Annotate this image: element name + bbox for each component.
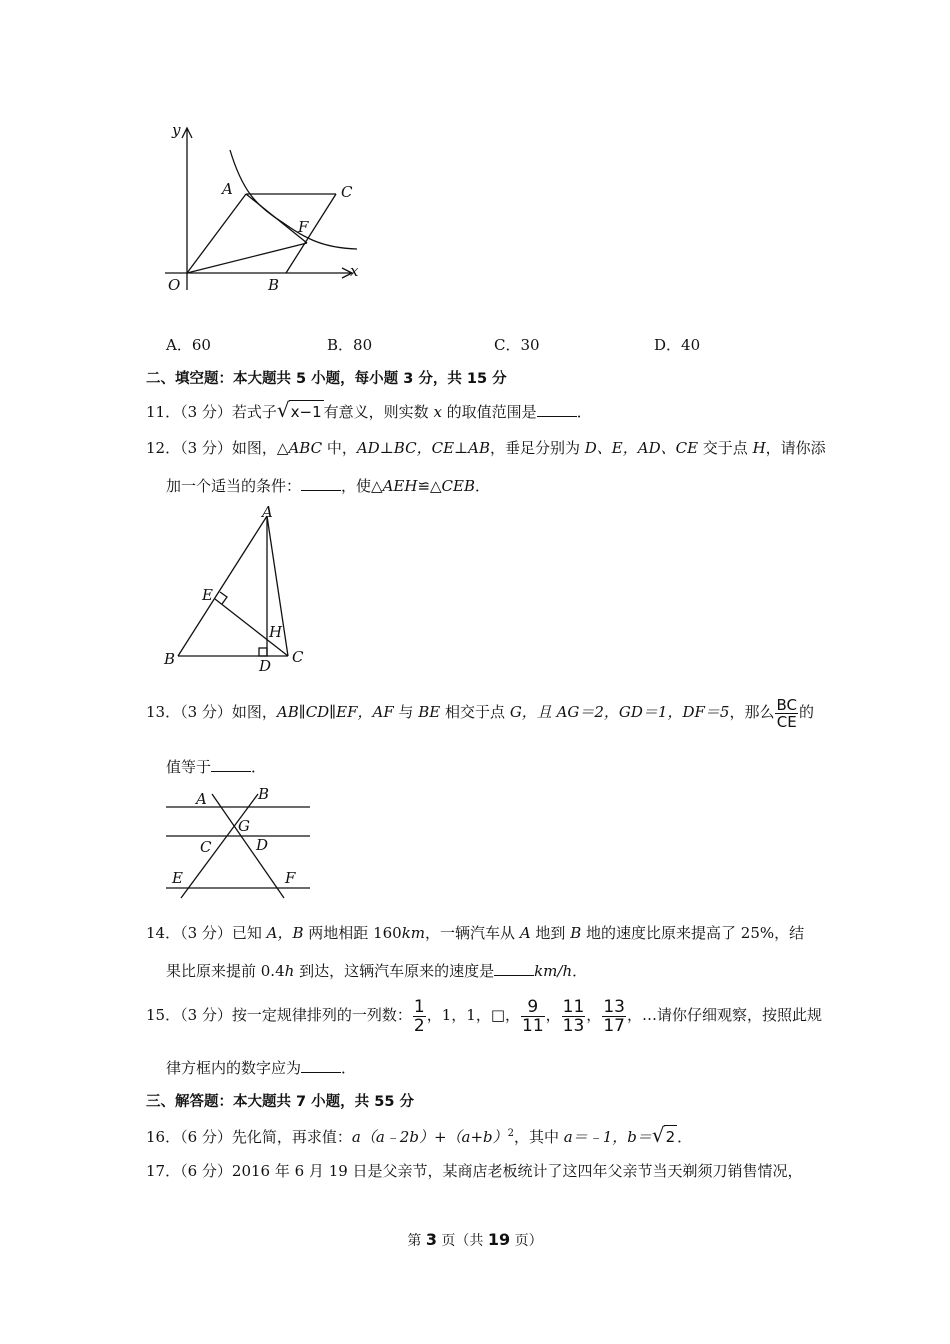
- label-y: y: [172, 121, 181, 139]
- q14-l1-B: B: [570, 924, 582, 942]
- q12-l2-mid: ，使△: [341, 477, 383, 495]
- q13-fraction: [775, 697, 798, 730]
- q13-l1-be: BE: [418, 703, 441, 721]
- question-14-line-1: [146, 922, 804, 944]
- question-11: [146, 399, 592, 423]
- label-B: B: [258, 785, 270, 803]
- q15-f1-den: 2: [413, 1015, 425, 1036]
- label-F: F: [285, 869, 296, 887]
- q12-l1-pre: 12．（3 分）如图，△: [146, 439, 289, 457]
- q15-fraction-4: [602, 998, 626, 1035]
- label-G: G: [238, 817, 250, 835]
- q16-sup: 2: [507, 1128, 514, 1139]
- label-A: A: [222, 180, 233, 198]
- q16-radicand: 2: [664, 1125, 678, 1148]
- label-x: x: [350, 262, 359, 280]
- segment-OA: [187, 194, 246, 273]
- q15-comma-1: ，: [545, 1006, 561, 1024]
- figure-q10: [160, 118, 370, 298]
- q12-l2-aeh: AEH: [382, 477, 418, 495]
- question-12-line-1: [146, 437, 826, 459]
- q10-option-d: D．40: [654, 336, 701, 354]
- q11-answer-blank[interactable]: [537, 400, 577, 417]
- q14-l1-b: 两地相距 160: [303, 924, 402, 942]
- label-E: E: [172, 869, 183, 887]
- q14-l2-h: h: [284, 962, 295, 980]
- q15-l1-end: ，…请你仔细观察，按照此规: [626, 1006, 822, 1024]
- footer-page-number: 3: [425, 1230, 437, 1249]
- segment-AF: [212, 794, 284, 898]
- label-O: O: [168, 276, 181, 294]
- question-13-line-1: [146, 692, 814, 732]
- segment-CB: [286, 194, 336, 273]
- right-angle-e: [220, 592, 227, 604]
- q16-expr: a（a﹣2b）+（a+b）: [351, 1128, 508, 1146]
- q16-end: ．: [677, 1128, 693, 1146]
- q12-l1-abc: ABC: [288, 439, 323, 457]
- q15-f4-num: 13: [603, 996, 625, 1017]
- q13-l2-pre: 值等于: [166, 758, 212, 776]
- label-E: E: [202, 586, 213, 604]
- q15-fraction-1: [413, 998, 426, 1035]
- question-17: 17．（6 分）2016 年 6 月 19 日是父亲节，某商店老板统计了这四年父亲节当天剃须刀销售情况，: [146, 1162, 803, 1180]
- label-D: D: [259, 657, 272, 672]
- q15-l1-pre: 15．（3 分）按一定规律排列的一列数：: [146, 1006, 412, 1024]
- q14-l1-a: 14．（3 分）已知: [146, 924, 267, 942]
- q11-end: ．: [576, 403, 592, 421]
- question-16: [146, 1123, 692, 1148]
- label-C: C: [292, 648, 304, 666]
- q14-l2-b: 到达，这辆汽车原来的速度是: [294, 962, 495, 980]
- label-H: H: [269, 623, 283, 641]
- q12-l1-feet: D、E，AD、CE: [584, 439, 699, 457]
- q11-post: 的取值范围是: [441, 403, 537, 421]
- footer-pre: 第: [407, 1233, 426, 1249]
- q12-l1-h: H: [752, 439, 766, 457]
- question-15-line-2: [166, 1056, 356, 1079]
- q15-fraction-2: [521, 998, 545, 1035]
- sqrt-sign: √: [651, 1123, 665, 1147]
- q13-frac-den: CE: [776, 712, 797, 731]
- q15-f3-den: 13: [562, 1015, 585, 1036]
- q13-frac-num: BC: [776, 695, 797, 714]
- q15-l2-end: ．: [341, 1059, 357, 1077]
- q14-l2-a: 果比原来提前 0.4: [166, 962, 285, 980]
- q15-f2-num: 9: [521, 998, 545, 1017]
- question-15-line-1: [146, 994, 822, 1036]
- label-A: A: [262, 503, 273, 521]
- q12-l1-post: ，垂足分别为: [489, 439, 585, 457]
- label-F: F: [298, 218, 309, 236]
- label-C: C: [341, 183, 353, 201]
- q13-l1-end: 的: [799, 703, 815, 721]
- question-14-line-2: [166, 959, 587, 982]
- q12-l1-end: ，请你添: [765, 439, 826, 457]
- figure-q12: [160, 502, 310, 672]
- q15-answer-blank[interactable]: [301, 1056, 341, 1073]
- q15-f1-num: 1: [413, 996, 425, 1017]
- segment-AB: [178, 516, 267, 656]
- q14-l1-ab: A，B: [266, 924, 304, 942]
- q12-l1-cond: AD⊥BC，CE⊥AB: [356, 439, 490, 457]
- q16-mid: ，其中: [514, 1128, 564, 1146]
- q13-answer-blank[interactable]: [211, 755, 251, 772]
- section-3-title: 三、解答题：本大题共 7 小题，共 55 分: [146, 1094, 414, 1110]
- q13-l1-then: ，那么: [729, 703, 775, 721]
- q13-l1-mid: 相交于点: [440, 703, 510, 721]
- page-footer: [0, 1230, 950, 1250]
- q15-f4-den: 17: [603, 1015, 625, 1036]
- sqrt-sign: √: [276, 398, 290, 422]
- right-angle-d: [259, 648, 267, 656]
- q14-l2-end: ．: [572, 962, 588, 980]
- section-2-title: 二、填空题：本大题共 5 小题，每小题 3 分，共 15 分: [146, 371, 507, 387]
- label-A: A: [196, 790, 207, 808]
- q15-comma-2: ，: [586, 1006, 602, 1024]
- q13-l1-pre: 13．（3 分）如图，: [146, 703, 277, 721]
- q14-l1-e: 地的速度比原来提高了 25%，结: [581, 924, 805, 942]
- q11-radicand: x−1: [289, 400, 324, 423]
- q16-a-val: a＝﹣1，b＝: [563, 1128, 652, 1146]
- q15-mid: ，1，1，□，: [426, 1006, 520, 1024]
- q13-l2-end: ．: [251, 758, 267, 776]
- q10-option-b: B．80: [327, 336, 373, 354]
- segment-BE: [181, 794, 258, 898]
- figure-q13: [160, 784, 320, 904]
- label-C: C: [200, 838, 212, 856]
- q15-l2-pre: 律方框内的数字应为: [166, 1059, 302, 1077]
- q14-l1-km: km: [401, 924, 426, 942]
- hyperbola-curve: [230, 150, 357, 249]
- q13-l1-and: 与: [393, 703, 419, 721]
- q13-l1-g: G: [509, 703, 522, 721]
- q16-pre: 16．（6 分）先化简，再求值：: [146, 1128, 352, 1146]
- question-13-line-2: [166, 755, 266, 778]
- q11-mid: 有意义，则实数: [323, 403, 434, 421]
- q12-l1-mid: 中，: [322, 439, 357, 457]
- q11-pre: 11．（3 分）若式子: [146, 403, 277, 421]
- q14-l1-A: A: [519, 924, 531, 942]
- q13-l1-par: AB∥CD∥EF，AF: [276, 703, 394, 721]
- label-B: B: [164, 650, 176, 668]
- q13-l1-vals: ，且 AG＝2，GD＝1，DF＝5: [521, 703, 730, 721]
- q12-l2-end: ．: [475, 477, 491, 495]
- footer-mid: 页（共: [436, 1233, 488, 1249]
- footer-total-pages: 19: [487, 1230, 511, 1249]
- label-B: B: [268, 276, 280, 294]
- q15-f2-den: 11: [522, 1015, 544, 1036]
- q12-answer-blank[interactable]: [301, 474, 341, 491]
- q15-fraction-3: [562, 998, 586, 1035]
- q10-option-c: C．30: [494, 336, 540, 354]
- q14-l1-c: ，一辆汽车从: [425, 924, 520, 942]
- q14-answer-blank[interactable]: [494, 959, 534, 976]
- q12-l1-tail: 交于点: [698, 439, 753, 457]
- q15-f3-num: 11: [562, 996, 585, 1017]
- q12-l2-cong: ≌△: [417, 477, 442, 495]
- question-12-line-2: [166, 474, 490, 497]
- label-D: D: [256, 836, 269, 854]
- q14-l2-unit: km/h: [534, 962, 573, 980]
- q12-l2-ceb: CEB: [441, 477, 475, 495]
- q14-l1-d: 地到: [530, 924, 571, 942]
- q10-option-a: A．60: [166, 336, 211, 354]
- q11-var: x: [433, 403, 442, 421]
- footer-post: 页）: [510, 1233, 543, 1249]
- q12-l2-pre: 加一个适当的条件：: [166, 477, 302, 495]
